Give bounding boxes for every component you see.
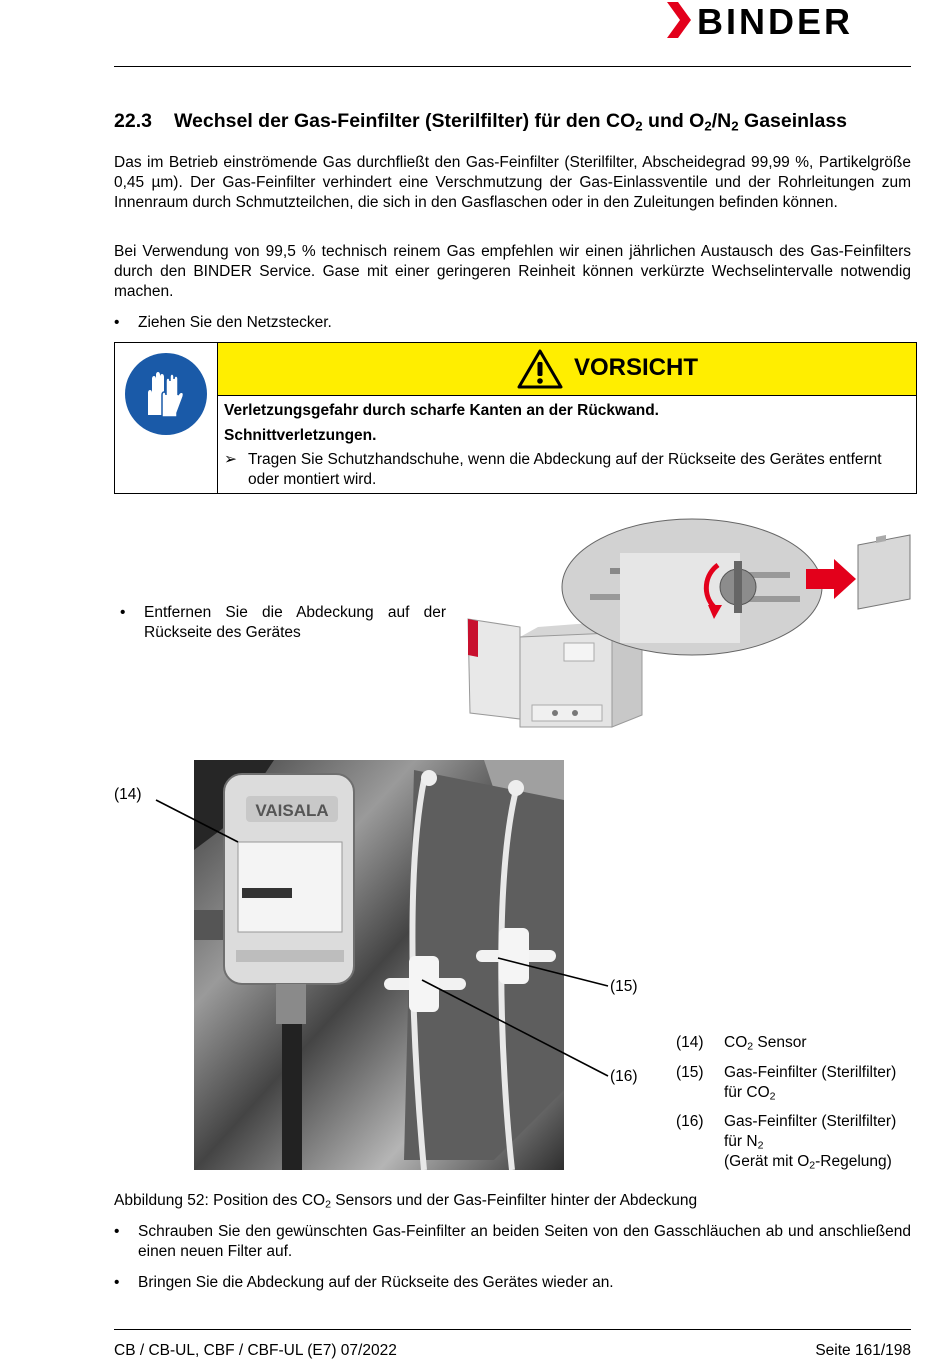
legend-number: (15) <box>676 1064 704 1081</box>
bullet-text: Ziehen Sie den Netzstecker. <box>138 314 332 331</box>
callout-label-14: (14) <box>114 786 142 803</box>
header-divider <box>114 66 911 67</box>
section-heading <box>114 108 914 134</box>
legend-text: Gas-Feinfilter (Sterilfilter) <box>724 1064 897 1081</box>
caption-text: Abbildung 52: Position des CO <box>114 1192 326 1209</box>
legend-text <box>724 1152 924 1172</box>
warning-header <box>218 343 916 396</box>
legend-text: für N <box>724 1133 758 1150</box>
legend-text: (Gerät mit O <box>724 1153 810 1170</box>
warning-box <box>114 342 917 494</box>
callout-label-15: (15) <box>610 978 638 995</box>
legend-text-15 <box>724 1063 924 1103</box>
legend-text-14 <box>724 1033 924 1053</box>
section-title-part: und O <box>642 110 705 132</box>
legend-text-16 <box>724 1112 924 1172</box>
legend-text: für CO <box>724 1084 770 1101</box>
bullet-item <box>120 603 446 643</box>
bullet-text: Schrauben Sie den gewünschten Gas-Feinfilter an beiden Seiten von den Gasschläuchen ab und anschließend einen neuen Filter auf. <box>138 1223 911 1260</box>
subscript: 2 <box>809 1159 816 1172</box>
figure-caption <box>114 1191 911 1211</box>
section-number: 22.3 <box>114 110 152 132</box>
warning-action <box>224 450 904 490</box>
legend-text <box>724 1083 924 1103</box>
paragraph-recommendation: Bei Verwendung von 99,5 % technisch reinem Gas empfehlen wir einen jährlichen Austausch des Gas-Feinfilters durch den BINDER Service. Gase mit einer geringeren Reinheit können verkürzte Wechselintervalle notwendig machen. <box>114 243 911 300</box>
subscript: 2 <box>704 118 712 134</box>
legend-number: (16) <box>676 1113 704 1130</box>
subscript: 2 <box>325 1198 331 1211</box>
subscript: 2 <box>731 118 739 134</box>
legend-text: -Regelung) <box>815 1153 892 1170</box>
subscript: 2 <box>635 118 643 134</box>
legend-text <box>724 1132 924 1152</box>
callout-label-16: (16) <box>610 1068 638 1085</box>
bullet-dot: • <box>120 604 126 621</box>
callout-leader-lines <box>150 790 650 1090</box>
subscript: 2 <box>769 1090 776 1103</box>
footer-page-number: Seite 161/198 <box>815 1342 911 1359</box>
warning-hazard: Verletzungsgefahr durch scharfe Kanten an der Rückwand. <box>224 402 659 419</box>
bullet-dot: • <box>114 314 120 331</box>
caption-text: Sensors und der Gas-Feinfilter hinter der Abdeckung <box>330 1192 698 1209</box>
warning-body <box>224 399 904 490</box>
legend-number: (14) <box>676 1034 704 1051</box>
section-title-part: Wechsel der Gas-Feinfilter (Sterilfilter) für den CO <box>174 110 636 132</box>
subscript: 2 <box>757 1139 764 1152</box>
legend-text: Gas-Feinfilter (Sterilfilter) <box>724 1113 897 1130</box>
bullet-dot: • <box>114 1274 120 1291</box>
section-title-part: /N <box>711 110 732 132</box>
sensor-brand-label: VAISALA <box>255 801 329 820</box>
subscript: 2 <box>747 1040 754 1053</box>
arrow-bullet-icon: ➢ <box>224 451 237 468</box>
protective-gloves-icon <box>121 349 211 439</box>
warning-triangle-icon <box>517 349 563 389</box>
legend-text: CO <box>724 1034 748 1051</box>
bullet-dot: • <box>114 1223 120 1240</box>
footer-document-id: CB / CB-UL, CBF / CBF-UL (E7) 07/2022 <box>114 1342 397 1359</box>
warning-title: VORSICHT <box>574 354 699 381</box>
device-rear-cover-illustration <box>460 515 920 745</box>
footer-divider <box>114 1329 911 1330</box>
binder-logo-mark-icon <box>665 2 695 42</box>
paragraph-intro: Das im Betrieb einströmende Gas durchfließt den Gas-Feinfilter (Sterilfilter, Abscheidegrad 99,99 %, Partikelgröße 0,45 µm). Der Gas-Feinfilter verhindert eine Verschmutzung der Gas-Einlassventile und der Rohrleitungen zum Innenraum durch Schmutzteilchen, die sich in den Gasflaschen oder in den Zuleitungen befinden können. <box>114 154 911 211</box>
bullet-text: Bringen Sie die Abdeckung auf der Rückseite des Gerätes wieder an. <box>138 1274 614 1291</box>
legend-text: Sensor <box>753 1034 807 1051</box>
binder-logo <box>665 2 915 42</box>
bullet-item <box>114 1222 911 1262</box>
warning-icon-cell <box>115 343 218 493</box>
warning-consequence: Schnittverletzungen. <box>224 426 377 444</box>
bullet-text: Entfernen Sie die Abdeckung auf der Rückseite des Gerätes <box>144 604 446 641</box>
warning-action-text: Tragen Sie Schutzhandschuhe, wenn die Abdeckung auf der Rückseite des Gerätes entfernt oder montiert wird. <box>248 451 882 488</box>
brand-wordmark: BINDER <box>697 1 854 42</box>
section-title-part: Gaseinlass <box>738 110 848 132</box>
